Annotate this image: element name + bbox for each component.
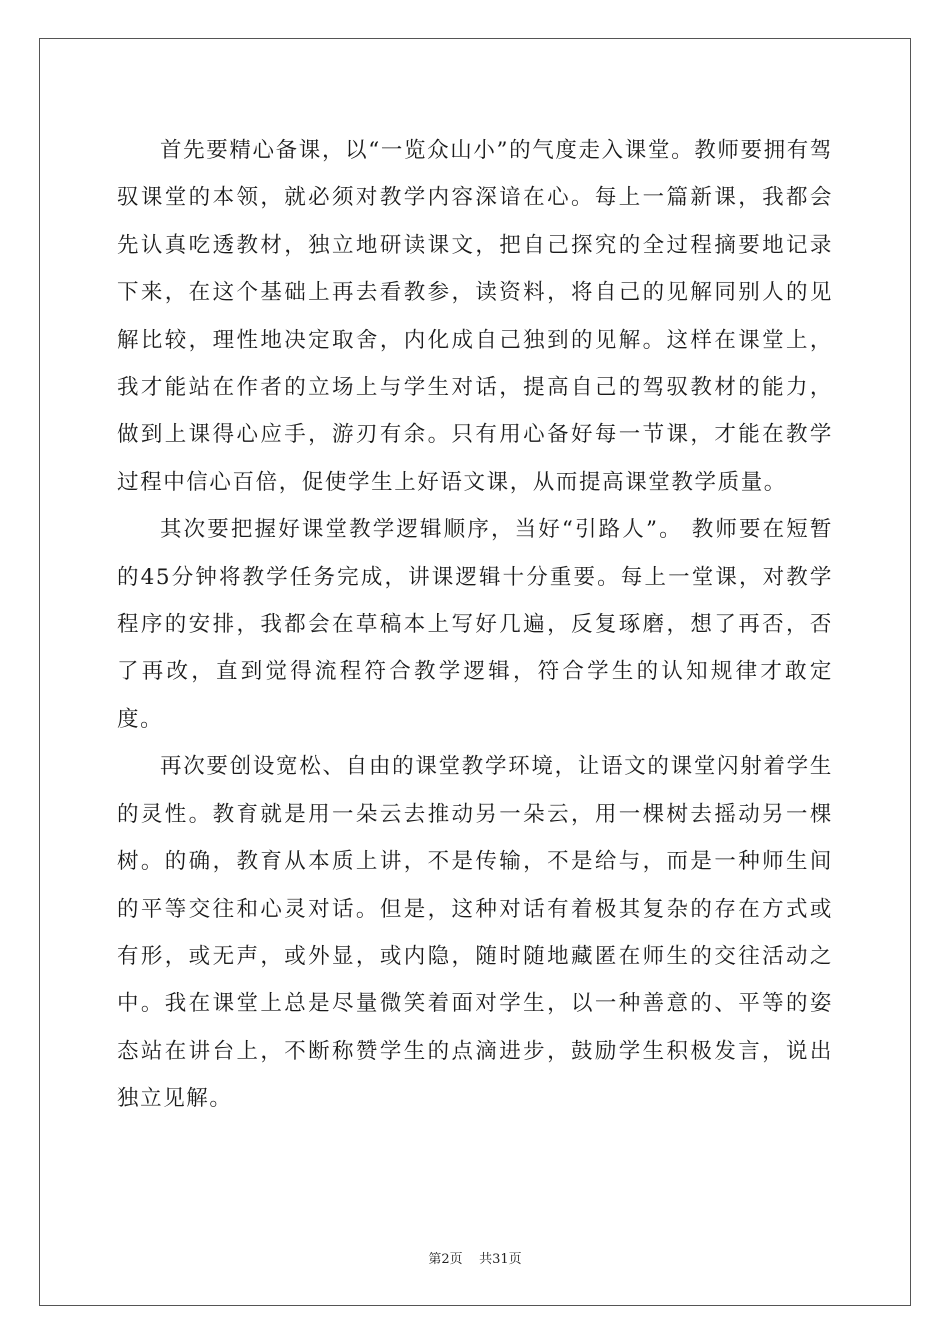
current-page-number: 第2页 bbox=[428, 1252, 463, 1267]
paragraph-1: 首先要精心备课，以“一览众山小”的气度走入课堂。教师要拥有驾驭课堂的本领，就必须对教学内容深谙在心。每上一篇新课，我都会先认真吃透教材，独立地研读课文，把自己探究的全过程摘要地记录下来，在这个基础上再去看教参，读资料，将自己的见解同别人的见解比较，理性地决定取舍，内化成自己独到的见解。这样在课堂上，我才能站在作者的立场上与学生对话，提高自己的驾驭教材的能力，做到上课得心应手，游刃有余。只有用心备好每一节课，才能在教学过程中信心百倍，促使学生上好语文课，从而提高课堂教学质量。 bbox=[117, 138, 833, 495]
total-pages: 共31页 bbox=[479, 1252, 522, 1267]
document-body bbox=[117, 127, 833, 1123]
paragraph-3: 再次要创设宽松、自由的课堂教学环境，让语文的课堂闪射着学生的灵性。教育就是用一朵云去推动另一朵云，用一棵树去摇动另一棵树。的确，教育从本质上讲，不是传输，不是给与，而是一种师生间的平等交往和心灵对话。但是，这种对话有着极其复杂的存在方式或有形，或无声，或外显，或内隐，随时随地藏匿在师生的交往活动之中。我在课堂上总是尽量微笑着面对学生，以一种善意的、平等的姿态站在讲台上，不断称赞学生的点滴进步，鼓励学生积极发言，说出独立见解。 bbox=[117, 754, 833, 1112]
page-footer bbox=[0, 1248, 950, 1267]
paragraph-2: 其次要把握好课堂教学逻辑顺序，当好“引路人”。 教师要在短暂的45分钟将教学任务完成，讲课逻辑十分重要。每上一堂课，对教学程序的安排，我都会在草稿本上写好几遍，反复琢磨，想了再否，否了再改，直到觉得流程符合教学逻辑，符合学生的认知规律才敢定度。 bbox=[117, 517, 833, 732]
